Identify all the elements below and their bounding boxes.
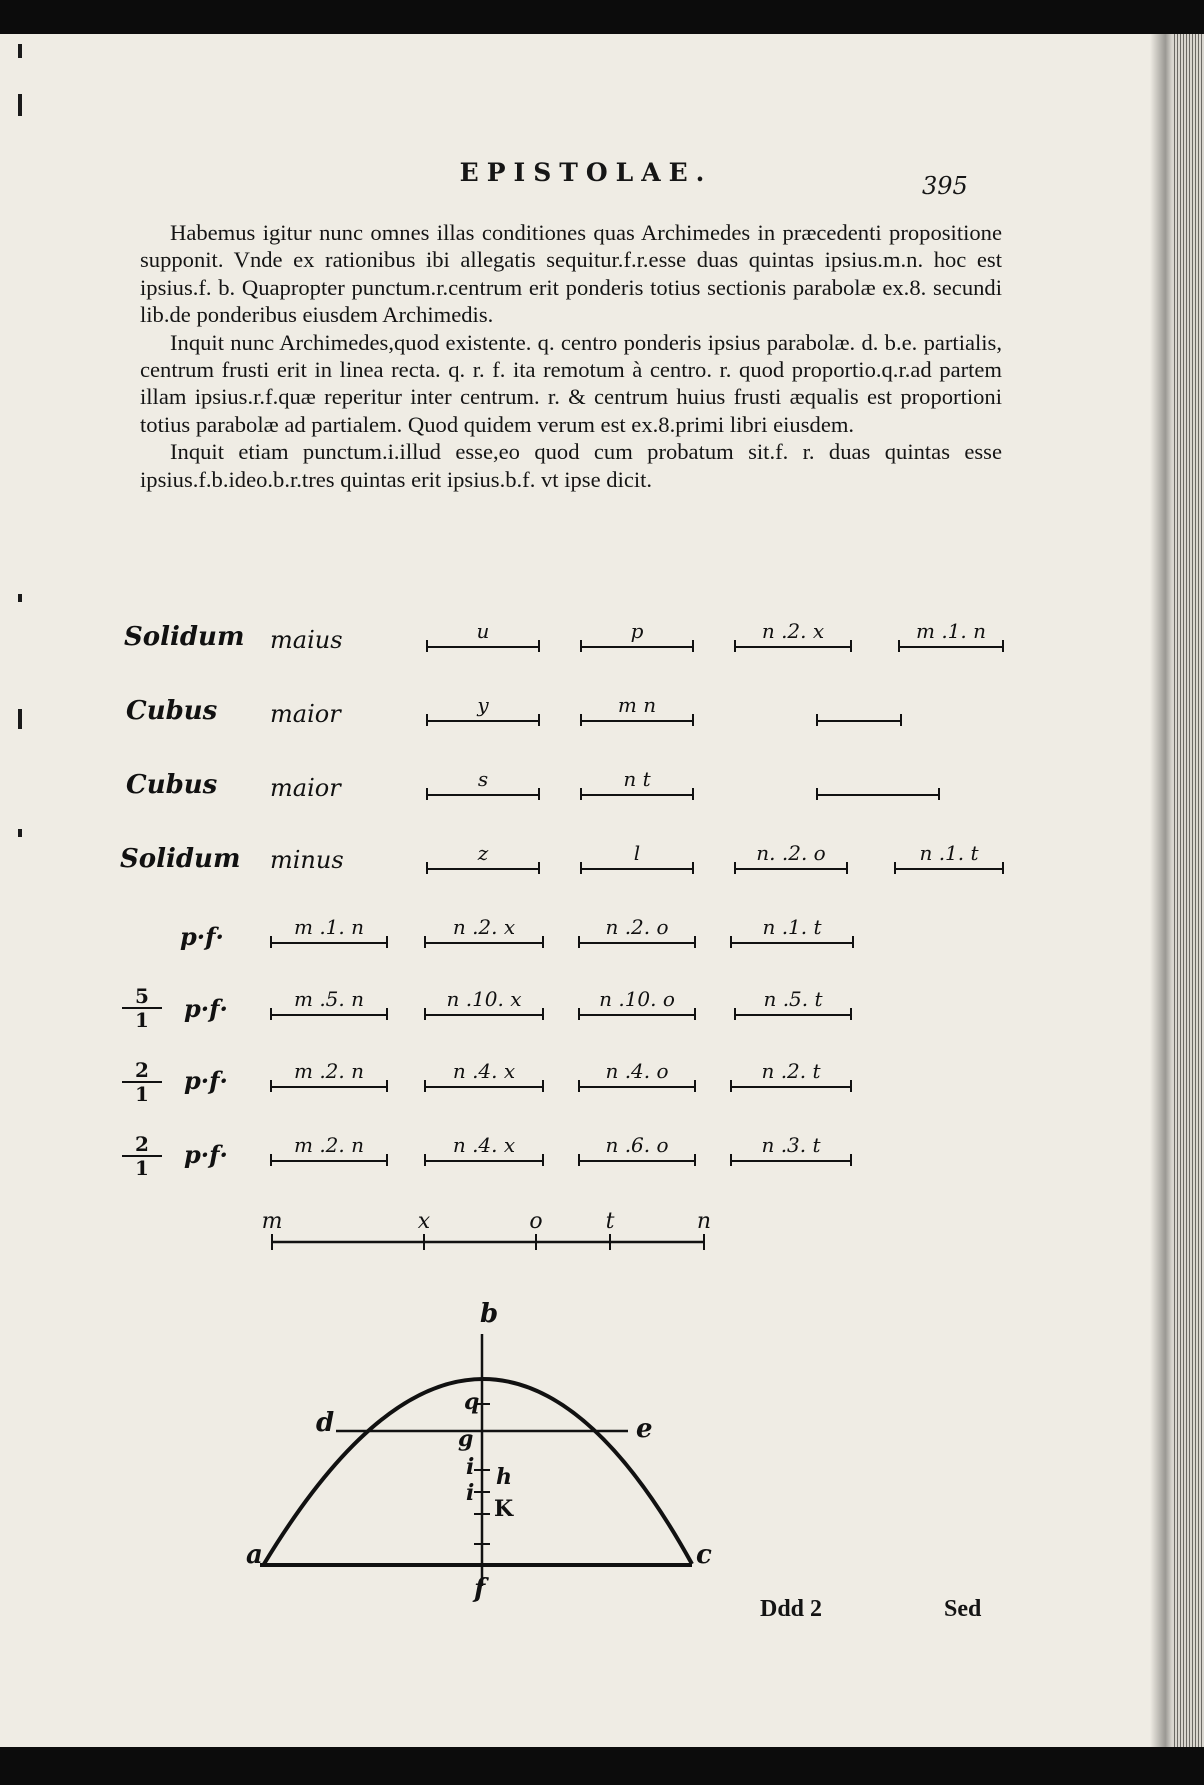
row-label: Solidum	[120, 844, 241, 874]
segment: z	[426, 848, 540, 874]
page-number: 395	[922, 172, 968, 200]
proportion-label: p·f·	[184, 994, 228, 1023]
row-qualifier: minus	[270, 846, 344, 874]
segment: y	[426, 700, 540, 726]
segment: n .4. o	[578, 1066, 696, 1092]
number-line-label: m	[261, 1209, 283, 1234]
label-d: d	[316, 1408, 335, 1438]
row-qualifier: maior	[270, 700, 341, 728]
proportion-label: p·f·	[184, 1066, 228, 1095]
proportion-label: p·f·	[184, 1140, 228, 1169]
segment: n .4. x	[424, 1140, 544, 1166]
fraction: 2 1	[122, 1134, 162, 1178]
catchword: Sed	[944, 1596, 982, 1622]
running-title: EPISTOLAE.	[459, 158, 713, 187]
segment: n .2. x	[734, 626, 852, 652]
segment: m .1. n	[898, 626, 1004, 652]
segment: n .2. o	[578, 922, 696, 948]
segment: l	[580, 848, 694, 874]
segment: n .5. t	[734, 994, 852, 1020]
paragraph: Inquit nunc Archimedes,quod existente. q. centro ponderis ipsius parabolæ. d. b.e. partialis, centrum frusti erit in linea recta. q. r. f. ita remotum à centro. r. quod proportio.q.r.ad partem illam ipsius.r.f.quæ reperitur inter centrum. r. & centrum huius frusti æqualis est proportioni totius parabolæ ad partialem. Quod quidem verum est ex.8.primi libri eiusdem.	[140, 329, 1002, 437]
segment: n .3. t	[730, 1140, 852, 1166]
segment: m .2. n	[270, 1140, 388, 1166]
page-fore-edge	[1172, 34, 1204, 1747]
row-qualifier: maior	[270, 774, 341, 802]
label-h: h	[496, 1464, 512, 1490]
label-k: K	[494, 1496, 514, 1522]
segment: n .2. t	[730, 1066, 852, 1092]
segment: m .2. n	[270, 1066, 388, 1092]
segment: m .5. n	[270, 994, 388, 1020]
segment: n t	[580, 774, 694, 800]
label-i: i	[466, 1480, 475, 1506]
segment: n .10. o	[578, 994, 696, 1020]
row-label: Cubus	[126, 696, 218, 726]
segment: n. .2. o	[734, 848, 848, 874]
label-b: b	[480, 1299, 499, 1329]
number-line	[260, 1204, 720, 1254]
segment: n .2. x	[424, 922, 544, 948]
segment: n .10. x	[424, 994, 544, 1020]
paragraph: Habemus igitur nunc omnes illas conditiones quas Archimedes in præcedenti propositione supponit. Vnde ex rationibus ibi allegatis sequitur.f.r.esse duas quintas ipsius.m.n. hoc est ipsius.f. b. Quapropter punctum.r.centrum erit ponderis totius sectionis parabolæ ex.8. secundi lib.de ponderibus eiusdem Archimedis.	[140, 220, 1002, 328]
segment: m n	[580, 700, 694, 726]
label-i: i	[466, 1454, 475, 1480]
row-label: Cubus	[126, 770, 218, 800]
label-g: g	[458, 1426, 474, 1452]
segment: n .6. o	[578, 1140, 696, 1166]
label-a: a	[246, 1540, 263, 1570]
paragraph: Inquit etiam punctum.i.illud esse,eo quod cum probatum sit.f. r. duas quintas esse ipsius.f.b.ideo.b.r.tres quintas erit ipsius.b.f. vt ipse dicit.	[140, 439, 1002, 492]
number-line-label: o	[529, 1209, 543, 1234]
segment: u	[426, 626, 540, 652]
number-line-label: x	[417, 1209, 431, 1234]
number-line-label: n	[696, 1209, 712, 1234]
label-f: f	[474, 1574, 486, 1604]
segment: p	[580, 626, 694, 652]
number-line-label: t	[605, 1209, 615, 1234]
segment: n .1. t	[730, 922, 854, 948]
segment: n .4. x	[424, 1066, 544, 1092]
fraction: 5 1	[122, 986, 162, 1030]
proportion-label: p·f·	[180, 922, 224, 951]
row-label: Solidum	[124, 622, 245, 652]
signature-mark: Ddd 2	[760, 1596, 823, 1622]
row-qualifier: maius	[270, 626, 343, 654]
book-page	[0, 34, 1172, 1747]
label-c: c	[696, 1540, 712, 1570]
segment: m .1. n	[270, 922, 388, 948]
parabola-diagram	[240, 1294, 730, 1604]
fraction: 2 1	[122, 1060, 162, 1104]
label-q: q	[464, 1389, 480, 1415]
segment: s	[426, 774, 540, 800]
segment: n .1. t	[894, 848, 1004, 874]
label-e: e	[636, 1414, 653, 1444]
